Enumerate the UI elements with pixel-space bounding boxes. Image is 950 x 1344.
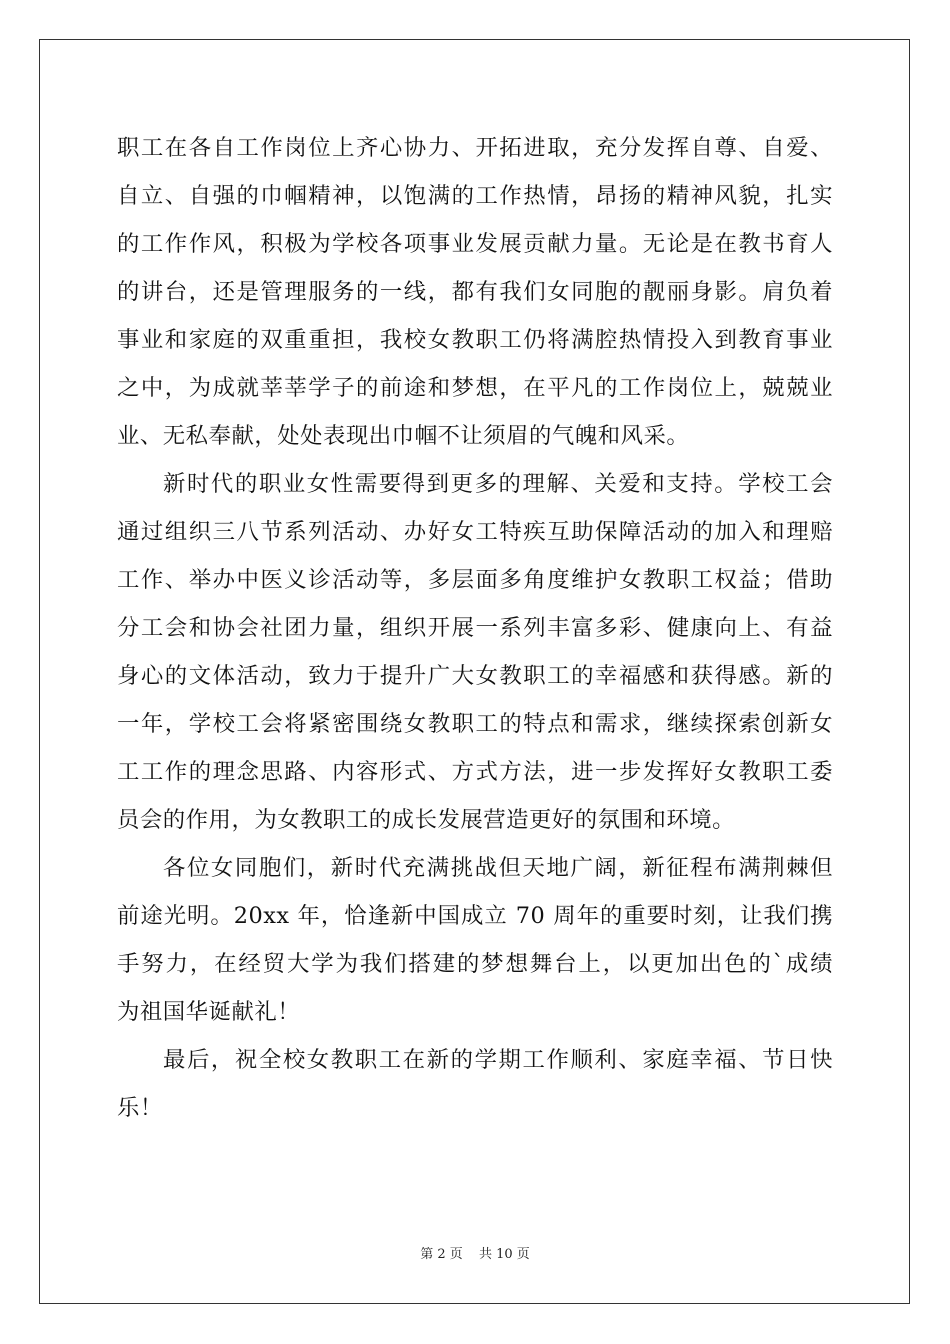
text-line: 的工作作风，积极为学校各项事业发展贡献力量。无论是在教书育人	[117, 231, 833, 257]
text-line: 手努力，在经贸大学为我们搭建的梦想舞台上，以更加出色的`成绩	[117, 951, 833, 977]
text-line: 各位女同胞们，新时代充满挑战但天地广阔，新征程布满荆棘但	[163, 855, 833, 881]
document-body	[117, 124, 833, 1132]
text-line: 最后，祝全校女教职工在新的学期工作顺利、家庭幸福、节日快	[163, 1047, 833, 1073]
text-line: 自立、自强的巾帼精神，以饱满的工作热情，昂扬的精神风貌，扎实	[117, 183, 833, 209]
text-line: 身心的文体活动，致力于提升广大女教职工的幸福感和获得感。新的	[117, 663, 833, 689]
text-line: 工作、举办中医义诊活动等，多层面多角度维护女教职工权益；借助	[117, 567, 833, 593]
text-line: 乐！	[117, 1095, 163, 1121]
text-line: 工工作的理念思路、内容形式、方式方法，进一步发挥好女教职工委	[117, 759, 833, 785]
text-line: 通过组织三八节系列活动、办好女工特疾互助保障活动的加入和理赔	[117, 519, 833, 545]
text-line: 员会的作用，为女教职工的成长发展营造更好的氛围和环境。	[117, 807, 736, 833]
paragraph	[117, 1036, 833, 1132]
text-line: 一年，学校工会将紧密围绕女教职工的特点和需求，继续探索创新女	[117, 711, 833, 737]
text-line: 的讲台，还是管理服务的一线，都有我们女同胞的靓丽身影。肩负着	[117, 279, 833, 305]
page-number: 第 2 页	[420, 1247, 463, 1262]
text-line: 为祖国华诞献礼！	[117, 999, 301, 1025]
text-line: 职工在各自工作岗位上齐心协力、开拓进取，充分发挥自尊、自爱、	[117, 135, 833, 161]
text-line: 之中，为成就莘莘学子的前途和梦想，在平凡的工作岗位上，兢兢业	[117, 375, 833, 401]
text-line: 分工会和协会社团力量，组织开展一系列丰富多彩、健康向上、有益	[117, 615, 833, 641]
text-line: 新时代的职业女性需要得到更多的理解、关爱和支持。学校工会	[163, 471, 833, 497]
page-total: 共 10 页	[478, 1247, 530, 1262]
paragraph	[117, 844, 833, 1036]
text-line: 业、无私奉献，处处表现出巾帼不让须眉的气魄和风采。	[117, 423, 690, 449]
paragraph	[117, 124, 833, 460]
page-footer	[0, 1246, 950, 1264]
text-line: 事业和家庭的双重重担，我校女教职工仍将满腔热情投入到教育事业	[117, 327, 833, 353]
text-line: 前途光明。20xx 年，恰逢新中国成立 70 周年的重要时刻，让我们携	[117, 903, 833, 929]
paragraph	[117, 460, 833, 844]
